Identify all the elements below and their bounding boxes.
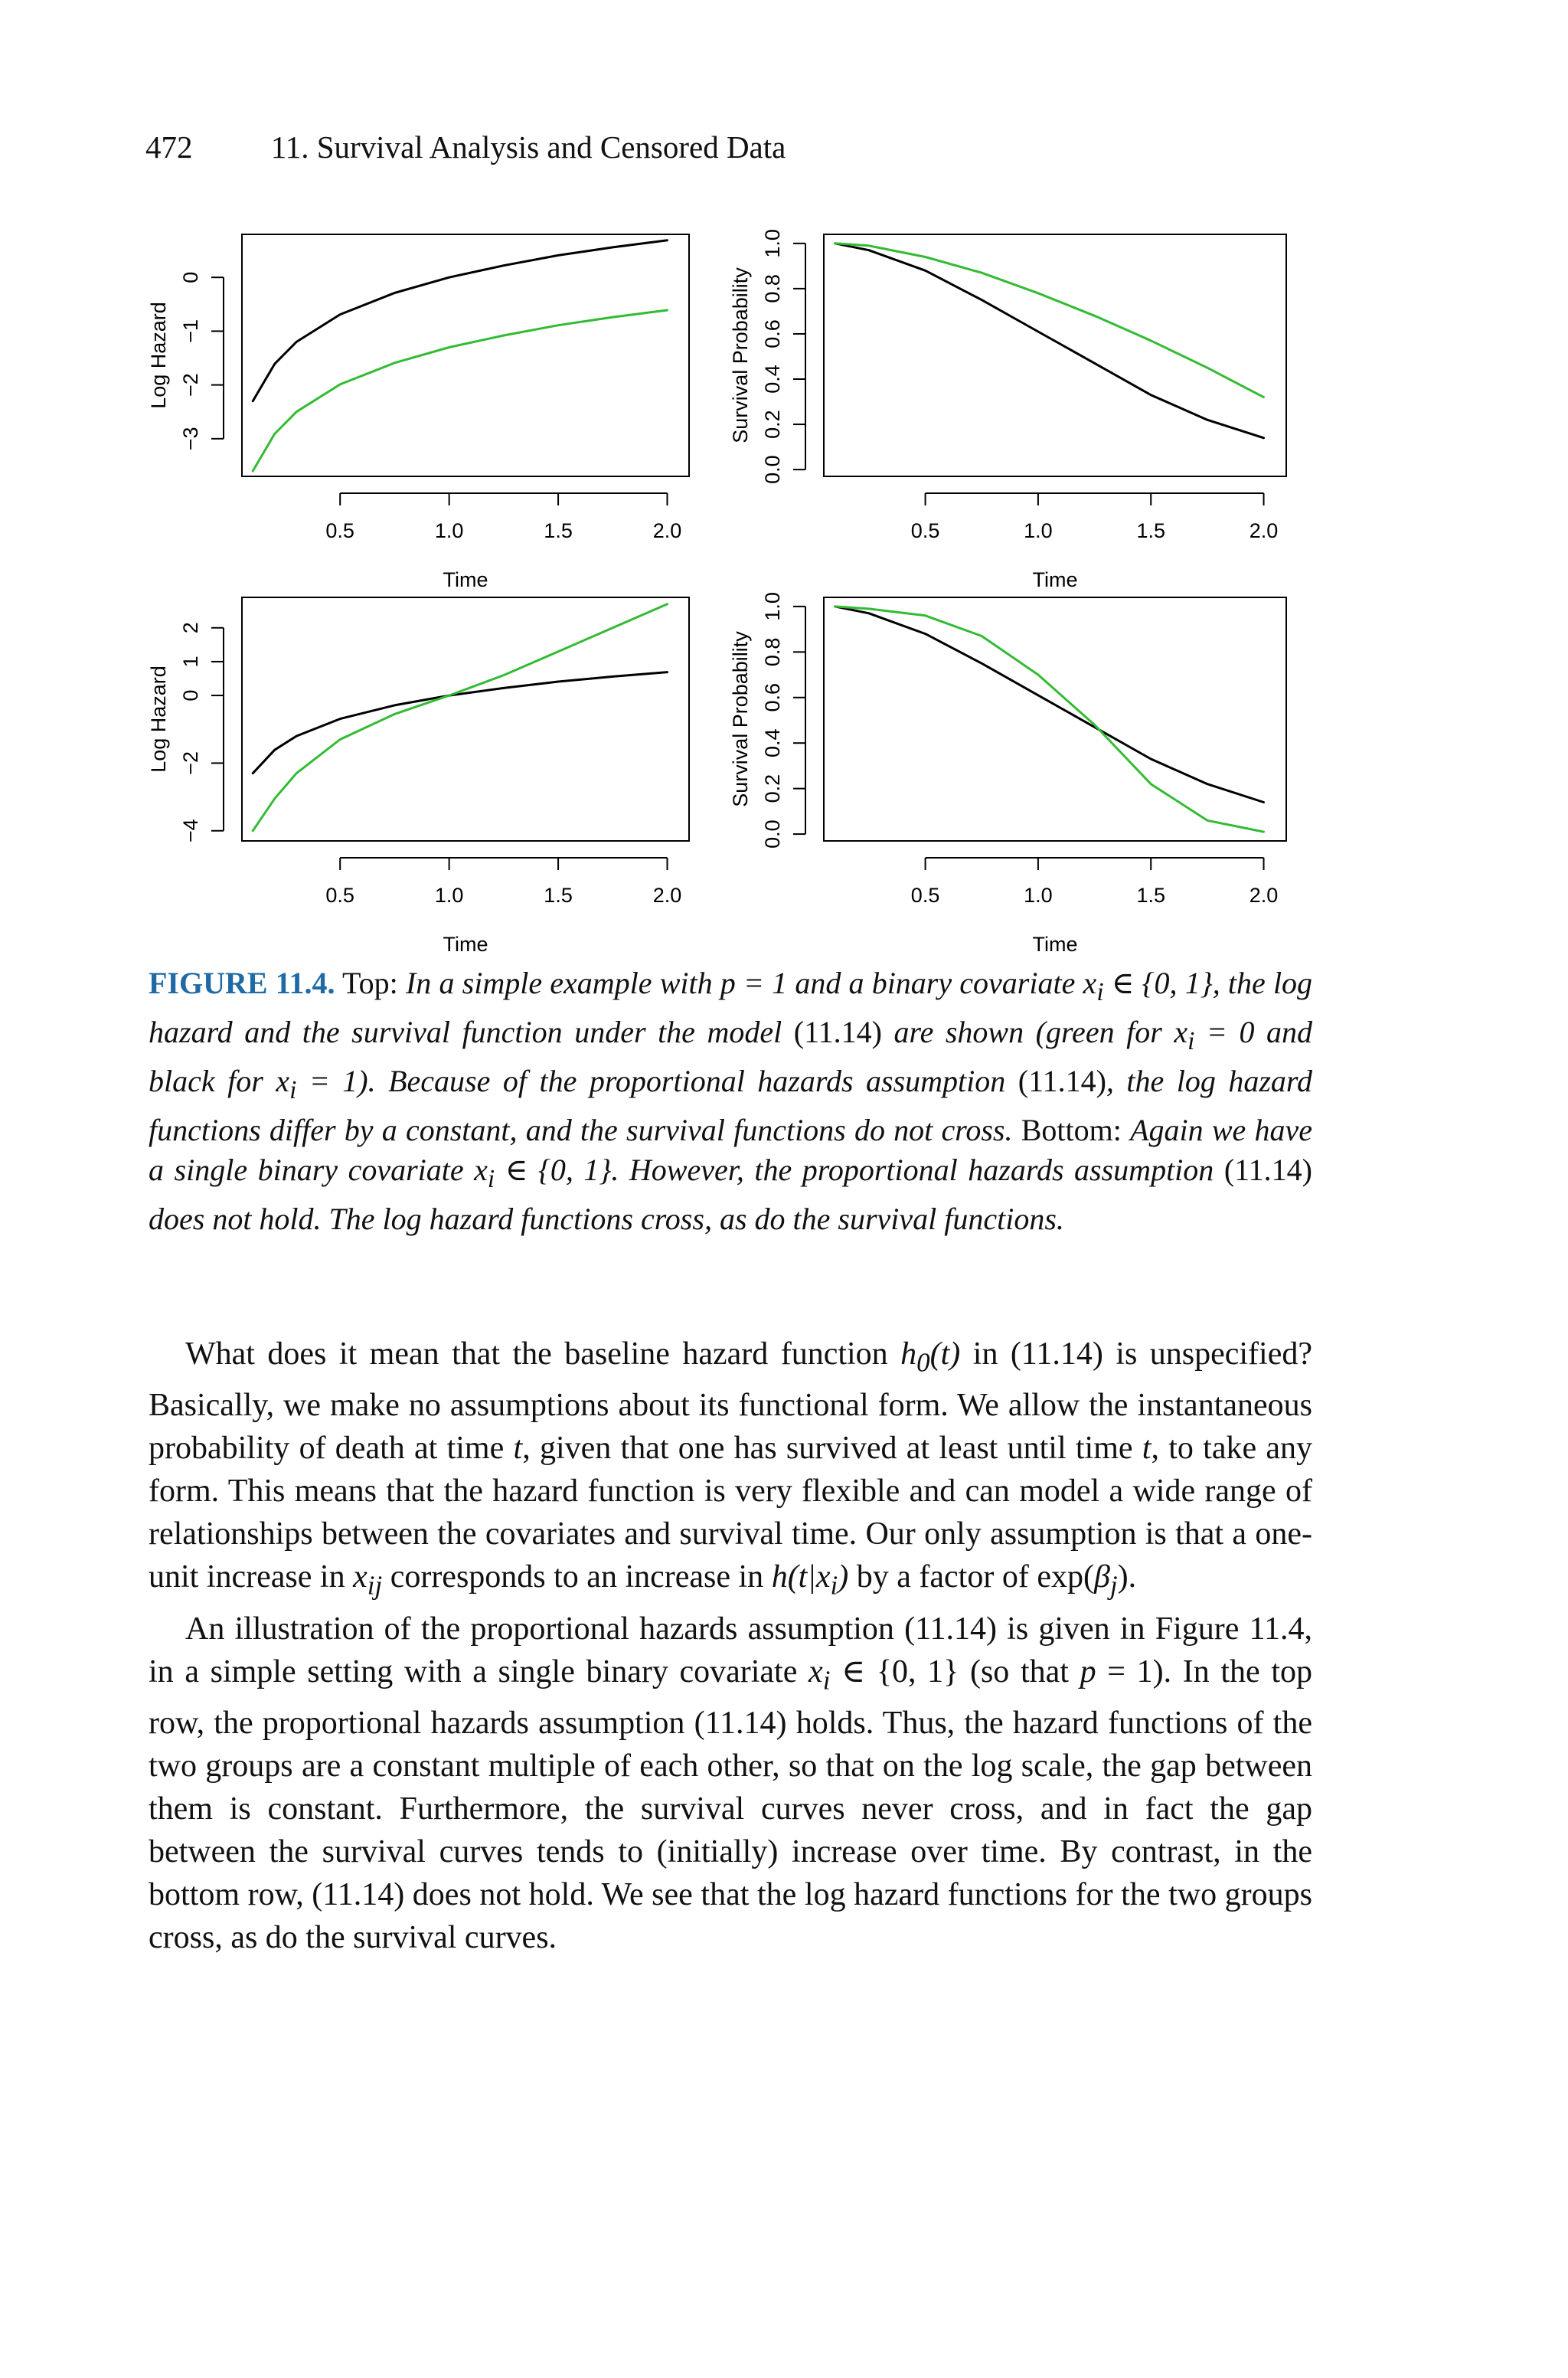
plot-frame-top-left (242, 234, 689, 476)
y-tick-label: 0.6 (761, 682, 784, 712)
y-tick-label: 0.6 (761, 319, 784, 348)
x-axis-label: Time (1032, 568, 1078, 591)
green-curve-top-right (835, 244, 1264, 397)
caption-text: ∈ {0, 1}. However, the proportional hazards assumption (505, 1153, 1214, 1187)
x-axis-label: Time (1032, 933, 1078, 956)
math-p: p (720, 966, 736, 1000)
caption-text: = 0 and black for (149, 1015, 1313, 1098)
y-axis-label: Log Hazard (147, 302, 170, 409)
caption-top-label: Top: (342, 966, 398, 1000)
body-text (149, 1333, 1312, 1959)
math-h0: $h_0(t)$ (900, 1336, 961, 1378)
y-tick-label: 0.0 (761, 455, 784, 484)
figure-svg (0, 0, 1568, 957)
math-xi: $x_i$ (1083, 966, 1104, 1006)
math-xi: $x_i$ (276, 1064, 297, 1104)
x-tick-label: 0.5 (325, 519, 354, 542)
y-tick-label: 0.8 (761, 274, 784, 303)
x-tick-label: 1.0 (1024, 884, 1053, 907)
math-xi: $x_i$ (474, 1153, 495, 1193)
figure-label: FIGURE 11.4. (149, 966, 335, 1000)
x-tick-label: 0.5 (910, 884, 940, 907)
y-axis-label: Survival Probability (729, 631, 752, 807)
caption-text: ∈ {0, 1}, the log hazard and the survival function under the model (149, 966, 1313, 1049)
equation-ref: (11.14) (1018, 1064, 1106, 1098)
y-tick-label: −1 (179, 319, 202, 343)
y-tick-label: 0.4 (761, 728, 784, 757)
equation-ref: (11.14) (1223, 1153, 1312, 1187)
green-curve-bottom-right (835, 607, 1264, 832)
green-curve-bottom-left (253, 604, 667, 831)
x-tick-label: 1.5 (544, 884, 573, 907)
y-tick-label: −3 (179, 427, 202, 451)
y-tick-label: 0.8 (761, 637, 784, 667)
math-t: t (1142, 1431, 1152, 1467)
x-tick-label: 1.0 (1024, 519, 1053, 542)
y-tick-label: 0 (179, 271, 202, 283)
x-tick-label: 2.0 (652, 884, 682, 907)
math-t: t (513, 1431, 523, 1467)
y-tick-label: −2 (179, 373, 202, 397)
caption-text: , the log hazard functions differ by a constant, and the survival functions do not cross. (149, 1064, 1313, 1147)
math-xi: $x_i$ (1174, 1015, 1195, 1055)
y-tick-label: 2 (179, 622, 202, 634)
black-curve-bottom-right (835, 607, 1264, 803)
y-axis-label: Log Hazard (147, 666, 170, 773)
plot-frame-bottom-left (242, 597, 689, 841)
plot-frame-bottom-right (824, 597, 1286, 841)
caption-text: = 1). Because of the proportional hazards assumption (309, 1064, 1006, 1098)
paragraph-1: What does it mean that the baseline hazard function $h_0(t)$ in (11.14) is unspecified? Basically, we make no assumptions about its functional form. We allow the instantaneous probability of death at time t, given that one has survived at least until time t, to take any form. This means that the hazard function is very flexible and can model a wide range of relationships between the covariates and survival time. Our only assumption is that a one-unit increase in $x_{ij}$ corresponds to an increase in $h(t|x_i)$ by a factor of $\exp(\beta_j)$. (149, 1336, 1313, 1601)
x-tick-label: 0.5 (325, 884, 354, 907)
caption-text: In a simple example with (405, 966, 713, 1000)
chapter-title: 11. Survival Analysis and Censored Data (270, 129, 786, 165)
x-tick-label: 1.0 (434, 884, 464, 907)
caption-text: Again we have a single binary covariate (149, 1113, 1312, 1187)
figure-caption (149, 963, 1312, 1239)
y-tick-label: 0.0 (761, 819, 784, 849)
x-tick-label: 0.5 (910, 519, 940, 542)
y-tick-label: −2 (179, 751, 202, 775)
green-curve-top-left (253, 310, 667, 471)
x-tick-label: 2.0 (1249, 519, 1279, 542)
y-tick-label: 0 (179, 689, 202, 702)
figure-11-4 (0, 0, 1568, 957)
y-tick-label: 0.4 (761, 365, 784, 394)
caption-text: does not hold. The log hazard functions cross, as do the survival functions. (149, 1202, 1064, 1236)
math-xij: $x_{ij}$ (353, 1559, 383, 1601)
caption-text: = 1 and a binary covariate (743, 966, 1076, 1000)
y-tick-label: 1.0 (761, 592, 784, 621)
y-axis-label: Survival Probability (729, 267, 752, 443)
x-tick-label: 2.0 (652, 519, 682, 542)
equation-ref: (11.14) (793, 1015, 882, 1049)
y-tick-label: 1 (179, 656, 202, 668)
math-xi: $x_i$ (808, 1653, 831, 1696)
black-curve-top-right (835, 244, 1264, 438)
caption-bottom-label: Bottom: (1021, 1113, 1122, 1147)
math-beta-j: $\beta_j$ (1093, 1559, 1118, 1601)
math-p: p (1080, 1653, 1096, 1689)
page-number: 472 (145, 129, 193, 165)
x-tick-label: 1.5 (1136, 519, 1165, 542)
black-curve-top-left (253, 240, 667, 401)
x-tick-label: 1.0 (434, 519, 464, 542)
y-tick-label: 0.2 (761, 410, 784, 439)
y-tick-label: 1.0 (761, 229, 784, 258)
x-tick-label: 2.0 (1249, 884, 1279, 907)
x-axis-label: Time (443, 933, 488, 956)
plot-frame-top-right (824, 234, 1286, 476)
y-tick-label: −4 (179, 819, 202, 843)
x-tick-label: 1.5 (544, 519, 573, 542)
y-tick-label: 0.2 (761, 774, 784, 803)
caption-text: are shown (green for (893, 1015, 1162, 1049)
paragraph-2: An illustration of the proportional hazards assumption (11.14) is given in Figure 11.4, in a simple setting with a single binary covariate $x_i$ ∈ {0, 1} (so that p = 1). In the top row, the proportional hazards assumption (11.14) holds. Thus, the hazard functions of the two groups are a constant multiple of each other, so that on the log scale, the gap between them is constant. Furthermore, the survival curves never cross, and in fact the gap between the survival curves tends to (initially) increase over time. By contrast, in the bottom row, (11.14) does not hold. We see that the log hazard functions for the two groups cross, as do the survival curves. (149, 1611, 1312, 1956)
x-tick-label: 1.5 (1136, 884, 1165, 907)
math-h-t-xi: $h(t|x_i)$ (771, 1559, 849, 1601)
x-axis-label: Time (443, 568, 488, 591)
